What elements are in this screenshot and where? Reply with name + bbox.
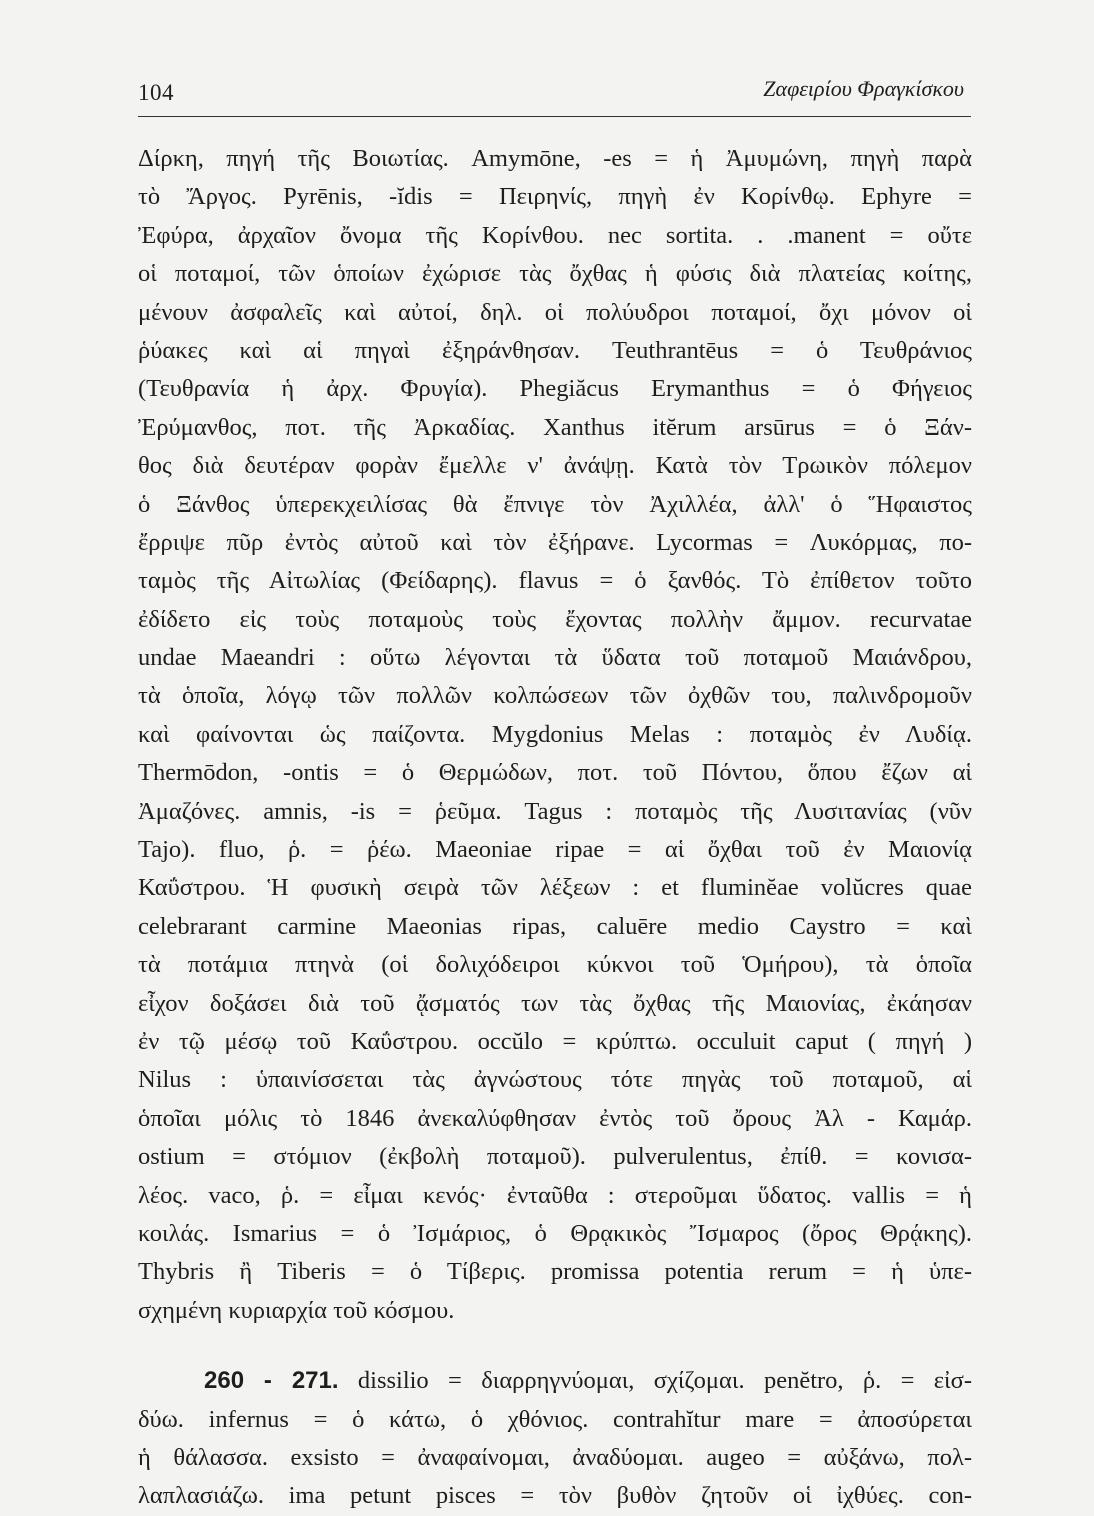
text-line: θος διὰ δευτέραν φορὰν ἔμελλε ν' ἀνάψῃ. Κατὰ τὸν Τρωικὸν πόλεμον <box>138 452 972 480</box>
text-line: Ἐφύρα, ἀρχαῖον ὄνομα τῆς Κορίνθου. nec sortita. . .manent = οὔτε <box>138 221 972 249</box>
text-line: τὰ ὁποῖα, λόγῳ τῶν πολλῶν κολπώσεων τῶν ὀχθῶν του, παλινδρομοῦν <box>138 682 972 710</box>
text-line: Δίρκη, πηγή τῆς Βοιωτίας. Amymōne, -es = ἡ Ἀμυμώνη, πηγὴ παρὰ <box>138 145 972 172</box>
section-gap <box>138 1330 972 1362</box>
text-line: Thybris ἢ Tiberis = ὁ Τίβερις. promissa potentia rerum = ἡ ὑπε- <box>138 1258 972 1286</box>
running-head: Ζαφειρίου Φραγκίσκου <box>763 76 964 101</box>
main-text <box>138 140 972 1516</box>
text-line: ταμὸς τῆς Αἰτωλίας (Φείδαρης). flavus = ὁ ξανθός. Τὸ ἐπίθετον τοῦτο <box>138 567 972 595</box>
text-line: celebrarant carmine Maeonias ripas, caluēre medio Caystro = καὶ <box>138 912 972 940</box>
text-line: Tajo). fluo, ῥ. = ῥέω. Maeoniae ripae = αἱ ὄχθαι τοῦ ἐν Μαιονίᾳ <box>138 836 972 864</box>
text-line: δύω. infernus = ὁ κάτω, ὁ χθόνιος. contrahĭtur mare = ἀποσύρεται <box>138 1405 972 1433</box>
text-line: ἐν τῷ μέσῳ τοῦ Καΰστρου. occŭlo = κρύπτω. occuluit caput ( πηγή ) <box>138 1027 972 1055</box>
text-line: ὁ Ξάνθος ὑπερεκχειλίσας θὰ ἔπνιγε τὸν Ἀχιλλέα, ἀλλ' ὁ Ἥφαιστος <box>138 490 972 518</box>
text-line: Καΰστρου. Ἡ φυσικὴ σειρὰ τῶν λέξεων : et fluminĕae volŭcres quae <box>138 874 972 902</box>
text-line: ὁποῖαι μόλις τὸ 1846 ἀνεκαλύφθησαν ἐντὸς τοῦ ὄρους Ἀλ - Καμάρ. <box>138 1104 972 1132</box>
text-line: Ἀμαζόνες. amnis, -is = ῥεῦμα. Tagus : ποταμὸς τῆς Λυσιτανίας (νῦν <box>138 797 972 825</box>
text-line: καὶ φαίνονται ὡς παίζοντα. Mygdonius Melas : ποταμὸς ἐν Λυδίᾳ. <box>138 720 972 748</box>
text-line: οἱ ποταμοί, τῶν ὁποίων ἐχώρισε τὰς ὄχθας ἡ φύσις διὰ πλατείας κοίτης, <box>138 260 972 288</box>
page-number: 104 <box>138 80 174 105</box>
text-line: λέος. vaco, ῥ. = εἶμαι κενός· ἐνταῦθα : στεροῦμαι ὕδατος. vallis = ἡ <box>138 1181 972 1209</box>
text-line: ἔρριψε πῦρ ἐντὸς αὐτοῦ καὶ τὸν ἐξήρανε. Lycormas = Λυκόρμας, πο- <box>138 528 972 556</box>
text-line: σχημένη κυριαρχία τοῦ κόσμου. <box>138 1296 455 1324</box>
text-line: εἶχον δοξάσει διὰ τοῦ ᾄσματός των τὰς ὄχθας τῆς Μαιονίας, ἐκάησαν <box>138 989 972 1017</box>
paragraph-commentary <box>138 140 972 1330</box>
text-line: Thermōdon, -ontis = ὁ Θερμώδων, ποτ. τοῦ Πόντου, ὅπου ἔζων αἱ <box>138 759 972 787</box>
header-rule <box>138 116 971 117</box>
section-number: 260 - 271. <box>204 1367 339 1395</box>
text-line: (Τευθρανία ἡ ἀρχ. Φρυγία). Phegiăcus Erymanthus = ὁ Φήγειος <box>138 375 972 403</box>
text-line: Ἐρύμανθος, ποτ. τῆς Ἀρκαδίας. Xanthus itĕrum arsūrus = ὁ Ξάν- <box>138 413 972 441</box>
section-first-line <box>138 1362 972 1400</box>
text-line: κοιλάς. Ismarius = ὁ Ἰσμάριος, ὁ Θρᾳκικὸς Ἴσμαρος (ὄρος Θρᾴκης). <box>138 1219 972 1247</box>
section-260-271 <box>138 1362 972 1516</box>
text-line: μένουν ἀσφαλεῖς καὶ αὐτοί, δηλ. οἱ πολύυδροι ποταμοί, ὄχι μόνον οἱ <box>138 298 972 326</box>
text-line: undae Maeandri : οὕτω λέγονται τὰ ὕδατα τοῦ ποταμοῦ Μαιάνδρου, <box>138 644 972 672</box>
section-first-line-text: dissilio = διαρρηγνύομαι, σχίζομαι. penĕtro, ῥ. = εἰσ- <box>357 1367 973 1395</box>
text-line: τὰ ποτάμια πτηνὰ (οἱ δολιχόδειροι κύκνοι τοῦ Ὁμήρου), τὰ ὁποῖα <box>138 951 972 979</box>
text-line: Nilus : ὑπαινίσσεται τὰς ἀγνώστους τότε πηγὰς τοῦ ποταμοῦ, αἱ <box>138 1066 972 1094</box>
text-line: τὸ Ἄργος. Pyrēnis, -ĭdis = Πειρηνίς, πηγὴ ἐν Κορίνθῳ. Ephyre = <box>138 183 972 211</box>
text-line: ostium = στόμιον (ἐκβολὴ ποταμοῦ). pulverulentus, ἐπίθ. = κονισα- <box>138 1143 972 1171</box>
text-line: λαπλασιάζω. ima petunt pisces = τὸν βυθὸν ζητοῦν οἱ ἰχθύες. con- <box>138 1482 972 1510</box>
text-line: ῥύακες καὶ αἱ πηγαὶ ἐξηράνθησαν. Teuthrantēus = ὁ Τευθράνιος <box>138 336 972 364</box>
text-line: ἐδίδετο εἰς τοὺς ποταμοὺς τοὺς ἔχοντας πολλὴν ἄμμον. recurvatae <box>138 605 972 633</box>
text-line: ἡ θάλασσα. exsisto = ἀναφαίνομαι, ἀναδύομαι. augeo = αὐξάνω, πολ- <box>138 1443 972 1471</box>
